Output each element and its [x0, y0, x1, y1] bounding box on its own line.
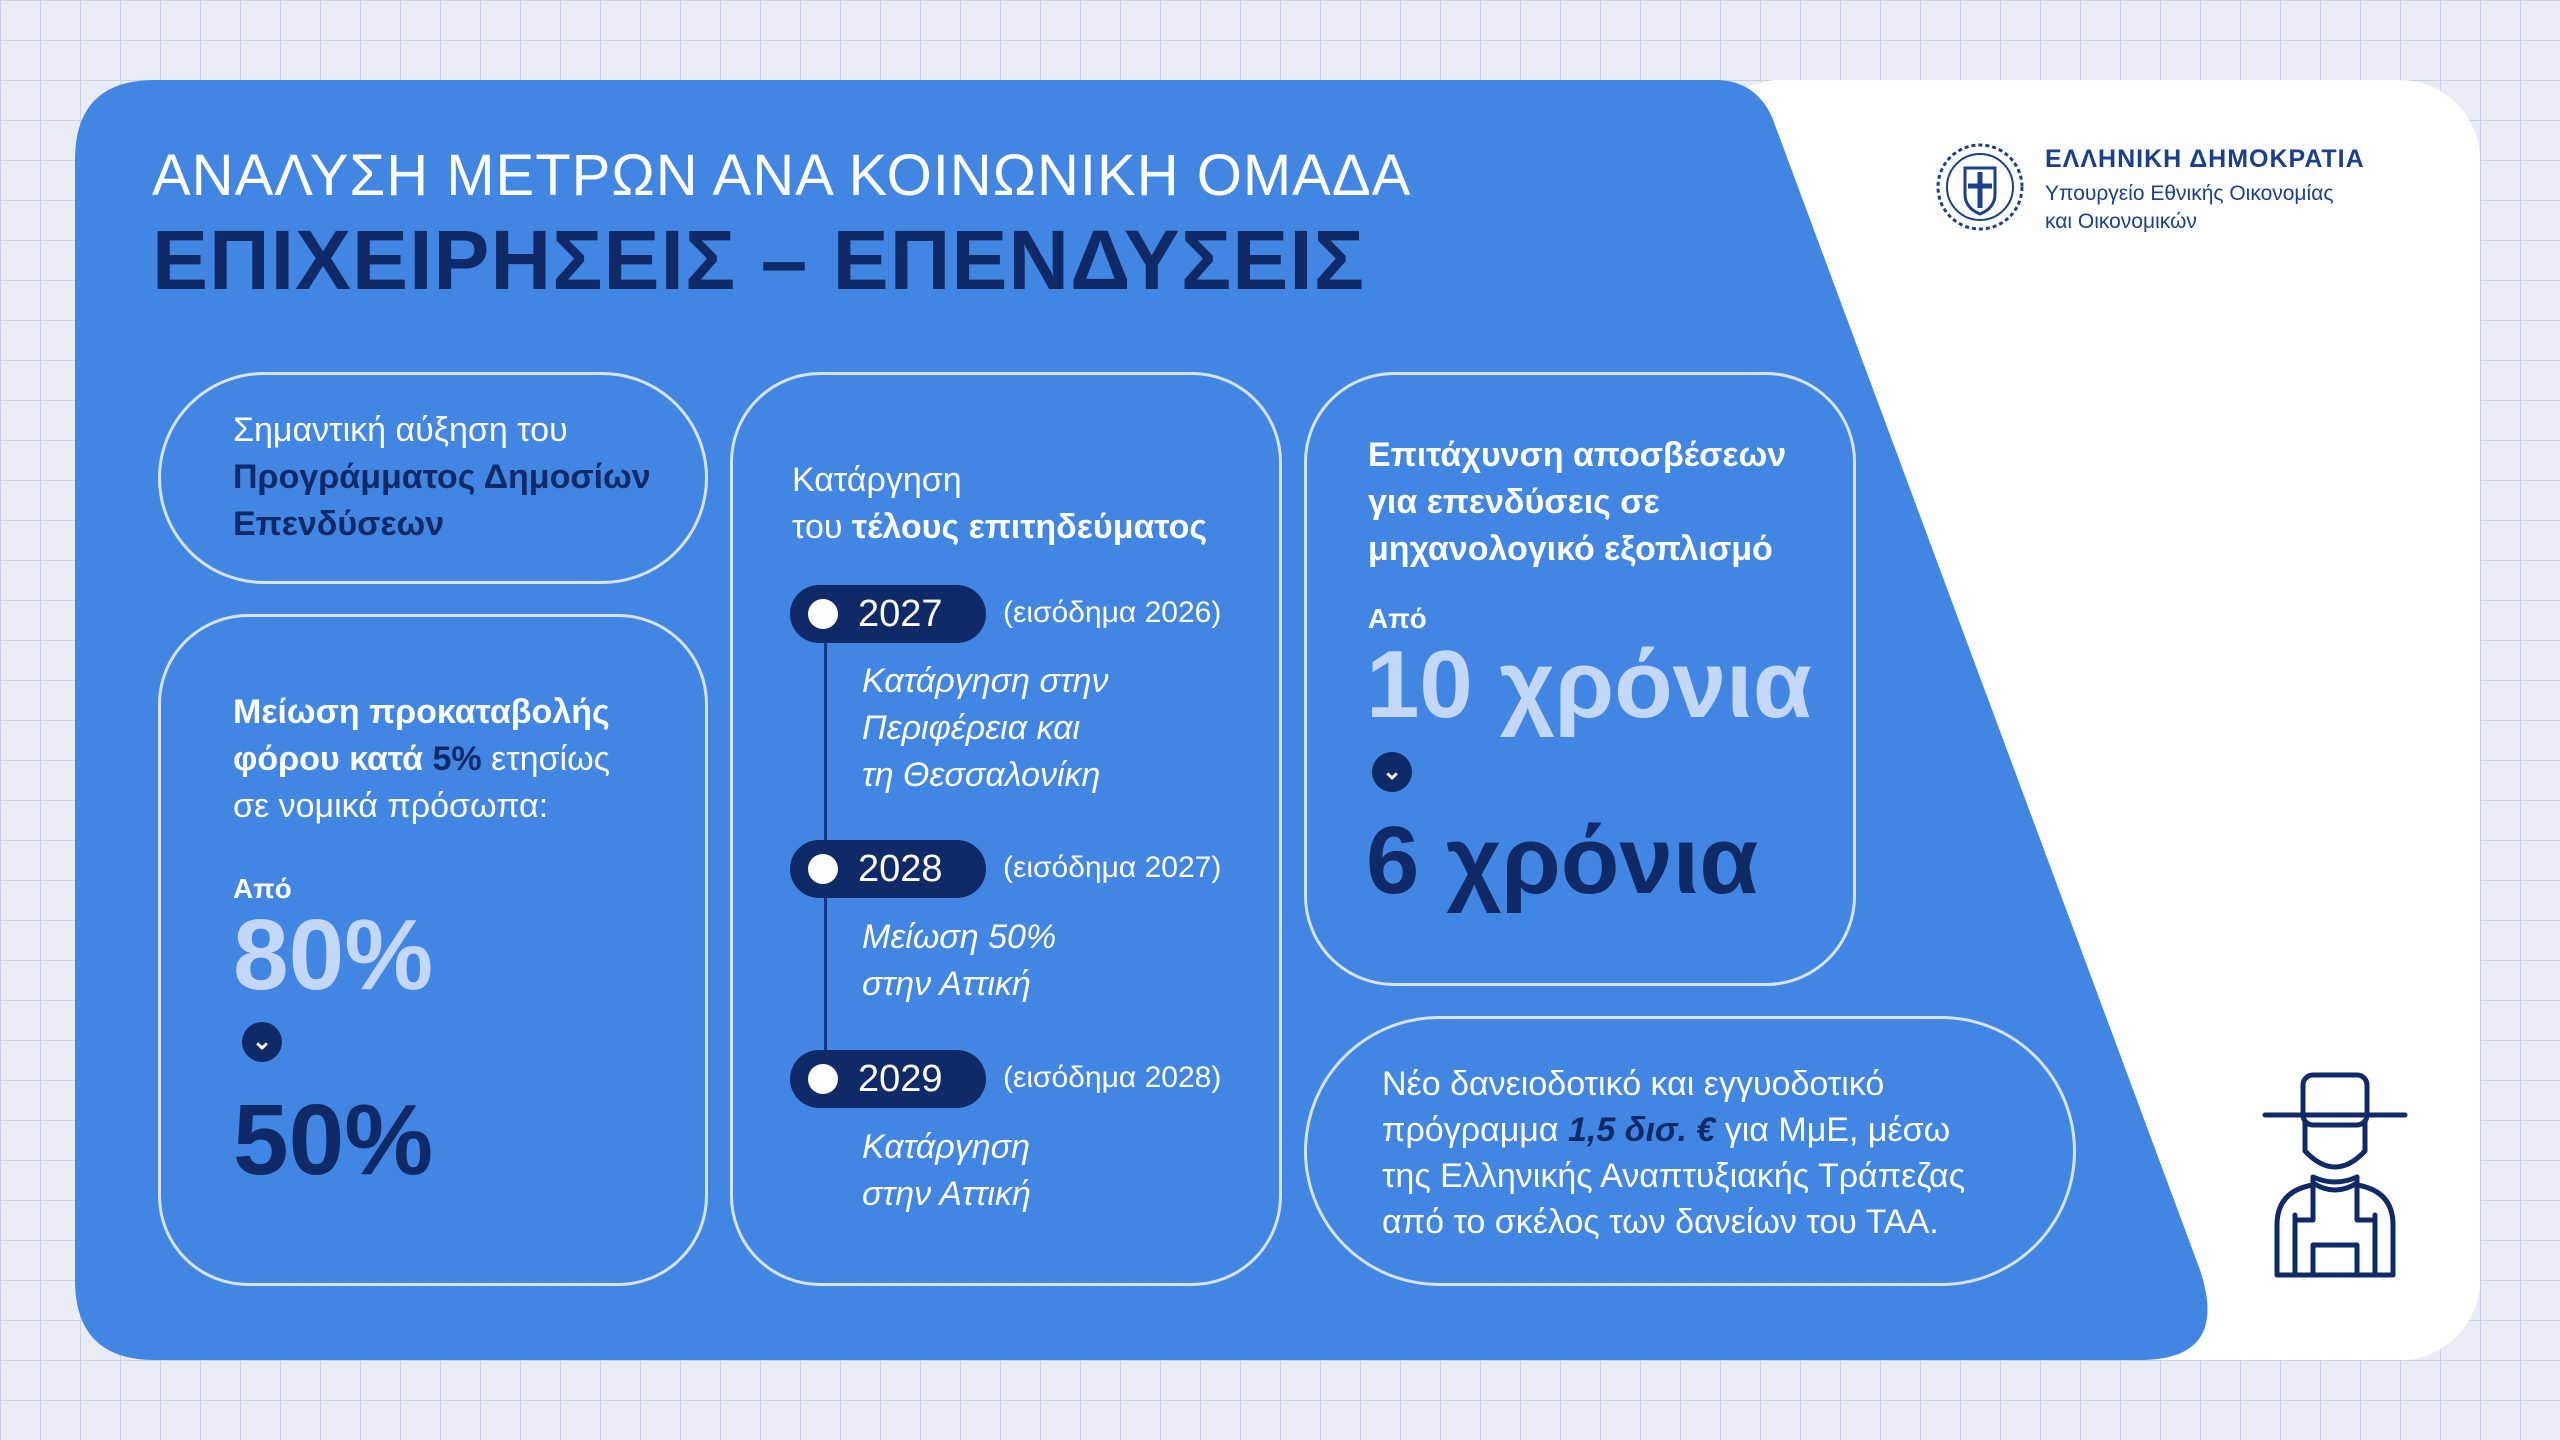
text-bold: τέλους επιτηδεύματος	[851, 508, 1208, 546]
text-span: του	[792, 508, 852, 546]
timeline-income: (εισόδημα 2027)	[1003, 851, 1222, 884]
logo-subtitle-line: και Οικονομικών	[2045, 210, 2197, 233]
text-span: κατά	[339, 740, 433, 778]
text-line: τη Θεσσαλονίκη	[862, 756, 1101, 794]
page-title: ΕΠΙΧΕΙΡΗΣΕΙΣ – ΕΠΕΝΔΥΣΕΙΣ	[152, 213, 1366, 307]
card-business-fee-abolition-text	[792, 457, 1207, 551]
text-line: Επενδύσεων	[233, 505, 445, 543]
card-loan-program-text	[1382, 1061, 1965, 1245]
text-line: σε νομικά πρόσωπα:	[233, 787, 549, 825]
text-line: για επενδύσεις σε	[1368, 483, 1660, 521]
text-line: της Ελληνικής Αναπτυξιακής Τράπεζας	[1382, 1157, 1966, 1195]
text-line: Κατάργηση	[792, 461, 962, 499]
text-line	[1382, 1107, 1965, 1153]
text-line: μηχανολογικό εξοπλισμό	[1368, 530, 1773, 568]
text-bold: φόρου	[233, 740, 340, 778]
from-label: Από	[1368, 603, 1427, 634]
text-line: Σημαντική αύξηση του	[233, 411, 568, 449]
logo-subtitle	[2045, 180, 2333, 236]
timeline-year-pill	[790, 840, 986, 898]
text-line	[233, 736, 610, 783]
text-span: ετησίως	[481, 740, 611, 778]
to-value: 6 χρόνια	[1366, 807, 1759, 914]
timeline-year: 2029	[858, 1058, 943, 1100]
card-depreciation-text	[1368, 432, 1786, 573]
text-line: Κατάργηση στην	[862, 662, 1109, 700]
timeline-year-pill	[790, 585, 986, 643]
text-line: Μείωση προκαταβολής	[233, 693, 610, 731]
logo-subtitle-line: Υπουργείο Εθνικής Οικονομίας	[2045, 182, 2334, 205]
logo-title: ΕΛΛΗΝΙΚΗ ΔΗΜΟΚΡΑΤΙΑ	[2045, 145, 2365, 173]
page-subtitle: ΑΝΑΛΥΣΗ ΜΕΤΡΩΝ ΑΝΑ ΚΟΙΝΩΝΙΚΗ ΟΜΑΔΑ	[152, 143, 1412, 208]
text-line: Περιφέρεια και	[862, 709, 1081, 747]
timeline-description	[862, 658, 1109, 799]
timeline-year: 2027	[858, 593, 943, 635]
card-tax-prepayment-text	[233, 689, 610, 830]
timeline-description	[862, 1124, 1031, 1218]
amount-highlight: 1,5 δισ. €	[1568, 1111, 1716, 1149]
percent-highlight: 5%	[432, 740, 482, 778]
timeline-income: (εισόδημα 2028)	[1003, 1061, 1222, 1094]
farmer-icon	[2255, 1065, 2415, 1285]
text-span: για ΜμΕ, μέσω	[1715, 1111, 1951, 1149]
text-line: στην Αττική	[862, 1175, 1031, 1213]
text-line: από το σκέλος των δανείων του ΤΑΑ.	[1382, 1203, 1939, 1241]
chevron-down-icon: ⌄	[242, 1022, 282, 1062]
timeline-dot	[808, 1064, 838, 1094]
from-label: Από	[233, 873, 292, 904]
from-value: 10 χρόνια	[1366, 631, 1812, 738]
text-line: Μείωση 50%	[862, 918, 1057, 956]
timeline-dot	[808, 854, 838, 884]
to-value: 50%	[233, 1084, 434, 1196]
card-public-investment-text	[233, 407, 651, 548]
greek-coat-of-arms-icon	[1935, 142, 2025, 232]
text-line: Νέο δανειοδοτικό και εγγυοδοτικό	[1382, 1065, 1885, 1103]
text-span: πρόγραμμα	[1382, 1111, 1568, 1149]
timeline-year: 2028	[858, 848, 943, 890]
timeline-dot	[808, 599, 838, 629]
from-value: 80%	[233, 899, 434, 1011]
text-line: στην Αττική	[862, 965, 1031, 1003]
text-line: Κατάργηση	[862, 1128, 1031, 1166]
chevron-down-icon: ⌄	[1372, 752, 1412, 792]
text-line: Προγράμματος Δημοσίων	[233, 458, 651, 496]
timeline-description	[862, 914, 1056, 1008]
timeline-year-pill	[790, 1050, 986, 1108]
timeline-income: (εισόδημα 2026)	[1003, 596, 1222, 629]
text-line	[792, 504, 1207, 551]
text-line: Επιτάχυνση αποσβέσεων	[1368, 436, 1787, 474]
